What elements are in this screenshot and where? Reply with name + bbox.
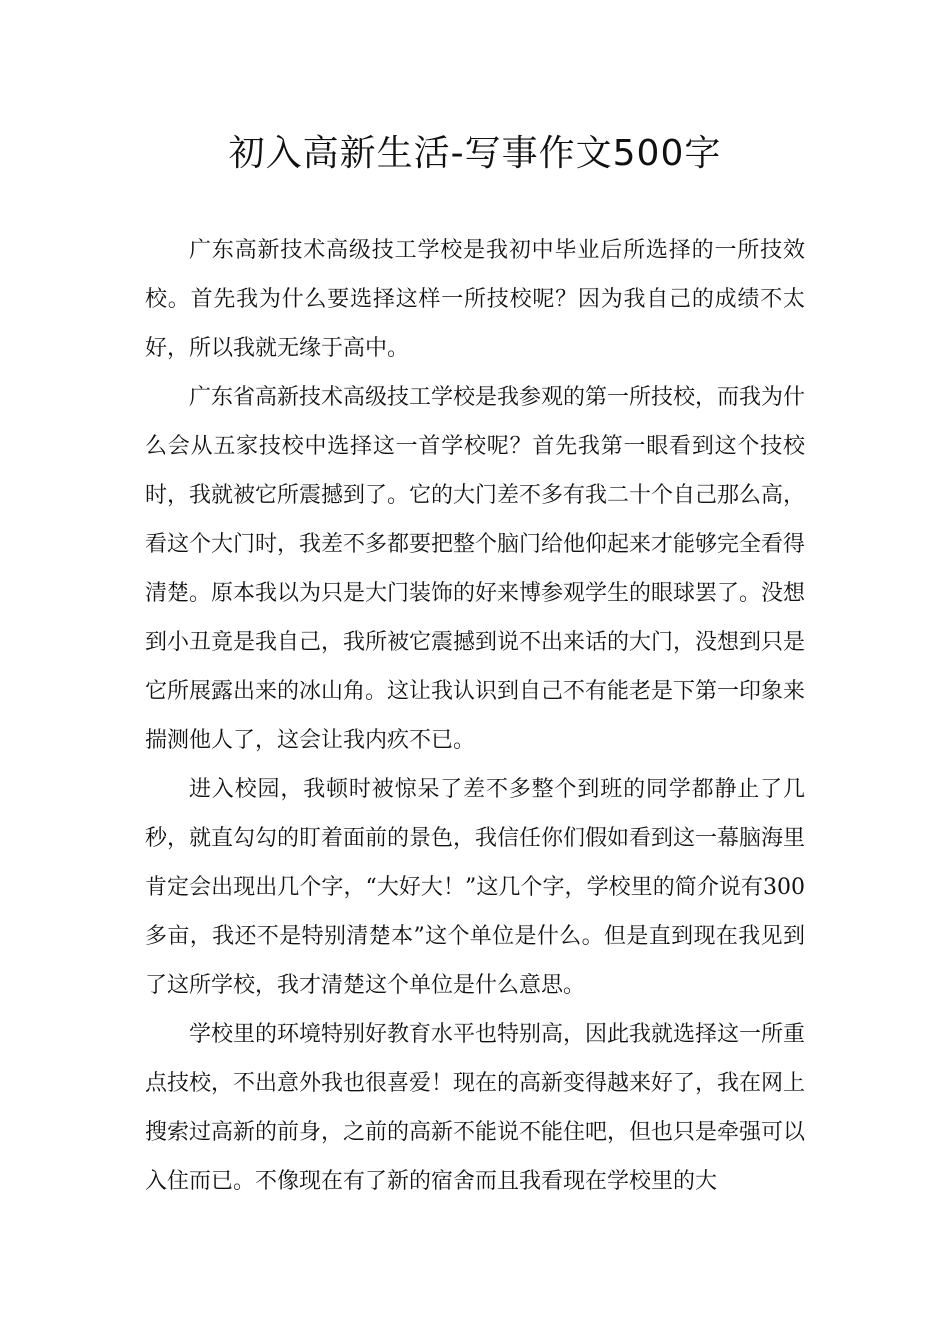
paragraph-2: 广东省高新技术高级技工学校是我参观的第一所技校，而我为什么会从五家技校中选择这一首学校呢？首先我第一眼看到这个技校时，我就被它所震撼到了。它的大门差不多有我二十个自己那么高，看这个大门时，我差不多都要把整个脑门给他仰起来才能够完全看得清楚。原本我以为只是大门装饰的好来博参观学生的眼球罢了。没想到小丑竟是我自己，我所被它震撼到说不出来话的大门，没想到只是它所展露出来的冰山角。这让我认识到自己不有能老是下第一印象来揣测他人了，这会让我内疚不已。 <box>145 385 806 753</box>
document-body <box>145 226 805 1206</box>
document-title: 初入高新生活-写事作文500字 <box>228 133 722 174</box>
paragraph-1: 广东高新技术高级技工学校是我初中毕业后所选择的一所技效校。首先我为什么要选择这样一所技校呢？因为我自己的成绩不太好，所以我就无缘于高中。 <box>145 238 805 361</box>
paragraph-3: 进入校园，我顿时被惊呆了差不多整个到班的同学都静止了几秒，就直勾勾的盯着面前的景色，我信任你们假如看到这一幕脑海里肯定会出现出几个字，“大好大！”这几个字，学校里的简介说有300多亩，我还不是特别清楚本”这个单位是什么。但是直到现在我见到了这所学校，我才清楚这个单位是什么意思。 <box>145 777 806 998</box>
paragraph-4: 学校里的环境特别好教育水平也特别高，因此我就选择这一所重点技校，不出意外我也很喜爱！现在的高新变得越来好了，我在网上搜索过高新的前身，之前的高新不能说不能住吧，但也只是牵强可以入住而已。不像现在有了新的宿舍而且我看现在学校里的大 <box>145 1022 806 1194</box>
